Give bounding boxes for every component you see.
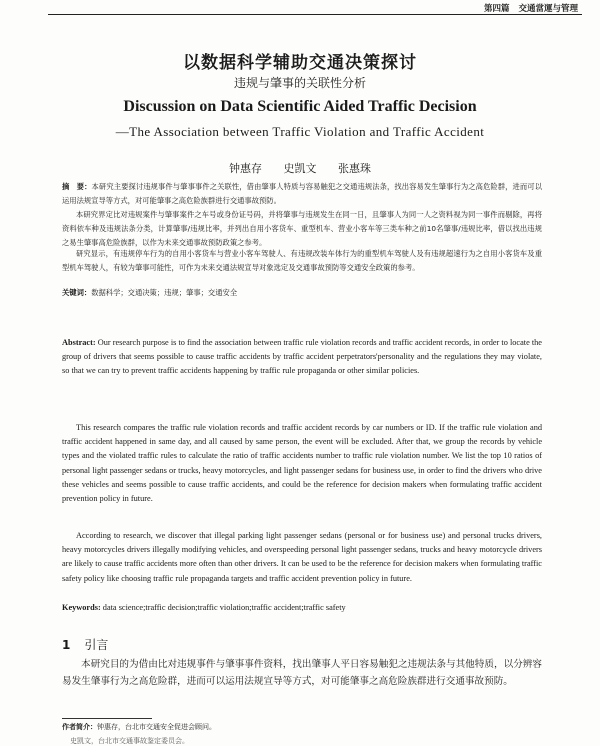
abstract-en-label: Abstract:	[62, 338, 96, 347]
intro-paragraph: 本研究目的为借由比对违规事件与肇事事件资料，找出肇事人平日容易触犯之违规法条与其他特质，以分辨容易发生肇事行为之高危险群，进而可以运用法规宣导等方式，对可能肇事之高危险族群进行交通事故预防。	[62, 659, 542, 687]
footnote-author-label: 作者简介：	[62, 723, 97, 731]
abstract-en-p1	[62, 336, 542, 379]
footnote-line2: 史凯文，台北市交通事故鉴定委员会。	[70, 737, 189, 745]
header-rule	[48, 14, 582, 15]
keywords-en-text: data science;traffic decision;traffic violation;traffic accident;traffic safety	[102, 603, 346, 612]
authors: 钟惠存 史凯文 张惠珠	[229, 162, 371, 175]
abstract-en-p1-text: Our research purpose is to find the association between traffic rule violation records and traffic accident records, in order to locate the group of drivers that seems possible to cause traffic accidents by traffic accident perpetrators'personality and the regulations they may violate, so that we can try to prevent traffic accidents happening by traffic rule propaganda or other similar policies.	[62, 338, 542, 376]
footnote-rule	[62, 718, 152, 719]
footnote-author	[62, 722, 216, 732]
keywords-cn-text: 数据科学；交通决策；违规；肇事；交通安全	[91, 288, 238, 297]
abstract-cn-p1	[62, 180, 542, 208]
title-cn: 以数据科学辅助交通决策探讨	[183, 53, 417, 73]
title-en: Discussion on Data Scientific Aided Traffic Decision	[123, 98, 477, 115]
header-section: 交通當運与管理	[518, 4, 578, 14]
keywords-en-label: Keywords:	[62, 603, 101, 612]
abstract-cn-label: 摘 要：	[62, 182, 92, 191]
header-chapter: 第四篇	[484, 4, 510, 14]
abstract-en-p2: This research compares the traffic rule violation records and traffic accident records by car numbers or ID. If the traffic rule violation and traffic accident happened in same day, and all caused by same person, the event will be excluded. After that, we group the records by vehicle types and the violated traffic rules to calculate the ratio of traffic accidents number to traffic rule violation number. We list the top 10 ratios of personal light passenger sedans or trucks, heavy motorcycles, and light passenger sedans for business use, in order to find the drivers who drive these vehicles and seems possible to cause traffic accidents, and could be the reference for decision makers when formulating traffic accident prevention policy in future.	[62, 423, 542, 504]
running-header	[0, 0, 600, 18]
abstract-en-p3: According to research, we discover that illegal parking light passenger sedans (personal or for business use) and personal trucks drivers, heavy motorcycles drivers illegally modifying vehicles, and overspeeding personal light passenger sedans, trucks and heavy motorcycle drivers are likely to cause traffic accidents more often than other drivers. It can be used to be the reference for decision makers when formulating traffic safety policy like choosing traffic rule propaganda targets and traffic accident prevention policy in future.	[62, 531, 542, 583]
section-number: 1	[62, 638, 71, 652]
section-heading	[62, 636, 108, 653]
keywords-cn-label: 关键词：	[62, 288, 92, 297]
footnote-author-text: 钟惠存，台北市交通安全促进会顾问。	[97, 723, 216, 731]
header-text	[478, 2, 578, 14]
subtitle-en: —The Association between Traffic Violation and Traffic Accident	[115, 124, 485, 139]
keywords-en	[62, 601, 542, 615]
abstract-cn-p1-text: 本研究主要探讨违规事件与肇事事件之关联性，借由肇事人特质与容易触犯之交通违规法条，找出容易发生肇事行为之高危险群，进而可以运用法规宣导等方式，对可能肇事之高危险族群进行交通事故预防。	[62, 182, 542, 205]
keywords-cn	[62, 286, 542, 300]
subtitle-cn: 违规与肇事的关联性分析	[233, 76, 366, 90]
abstract-cn-p3: 研究显示，有违规停车行为的自用小客货车与营业小客车驾驶人、有违规改装车体行为的重型机车驾驶人及有违规超速行为之自用小客货车及重型机车驾驶人，有较为肇事可能性，可作为未来交通法规宣导对象选定及交通事故预防等交通安全政策的参考。	[62, 249, 542, 272]
section-title: 引言	[84, 638, 109, 652]
abstract-cn-p2: 本研究界定比对违规案件与肇事案件之车号或身份证号码，并将肇事与违规发生在同一日，且肇事人为同一人之资料视为同一事件而剔除，再将资料依车种及违规法条分类，计算肇事/违规比率，并列出自用小客货车、重型机车、营业小客车等三类车种之前10名肇事/违规比率，借以找出违规之易生肇事高危险族群，以作为未来交通事故预防政策之参考。	[62, 210, 542, 247]
